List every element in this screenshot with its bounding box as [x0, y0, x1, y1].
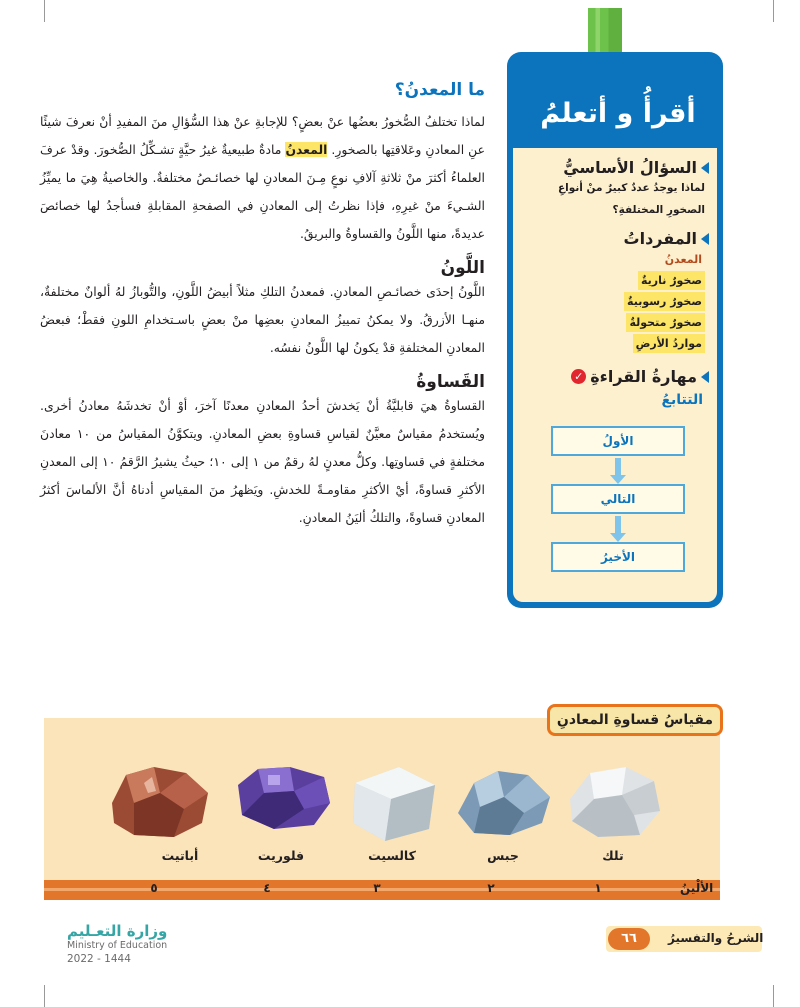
vocab-item: مواردُ الأرضِ — [633, 334, 705, 353]
sequence-chart — [521, 418, 709, 578]
vocab-item: صخورٌ رسوبيةٌ — [624, 292, 705, 311]
main-content — [40, 80, 485, 532]
mineral-paragraph-intro: لماذا تختلفُ الصُّخورُ بعضُها عنْ بعضٍ؟ للإجابةِ عنْ هذا السُّؤالِ منَ المفيدِ أنْ نعرفَ شيئًا عنِ المعادنِ وعَلاقتِها بالصخورِ. — [40, 114, 485, 157]
mineral-label-talc: تلك — [602, 848, 624, 863]
sequence-next: التالي — [551, 484, 685, 514]
color-paragraph: اللَّونُ إحدَى خصائـصِ المعادنِ. فمعدنُ التلكِ مثلاً أبيضُ اللَّونِ، والتُّوبازُ لهُ ألوانٌ مختلفةٌ، منهـا الأزرقُ. ولا يمكنُ تمييزُ المعادنِ بعضِها منْ بعضٍ باسـتخدامِ اللونِ فقطْ؛ فبعضُ المعادنِ المختلفةِ قدْ يكونُ لها اللَّونُ نفسُه. — [40, 284, 485, 355]
apatite-icon — [104, 763, 214, 841]
mineral-paragraph — [40, 108, 485, 248]
hardness-scale-panel — [44, 718, 720, 880]
essential-question: لماذا يوجدُ عددٌ كبيرٌ منْ أنواعِ الصخورِ المختلفةِ؟ — [557, 182, 705, 216]
reading-skill: التتابعُ — [661, 392, 703, 408]
calcite-icon — [349, 763, 439, 843]
hardness-number-1: ١ — [594, 881, 602, 895]
ministry-name-english: Ministry of Education — [67, 940, 168, 951]
sequence-first: الأولُ — [551, 426, 685, 456]
essential-question-heading-text: السؤالُ الأساسيُّ — [563, 158, 697, 177]
mineral-label-calcite: كالسيت — [368, 848, 416, 863]
hardness-number-5: ٥ — [150, 881, 158, 895]
reading-skill-heading — [521, 367, 709, 386]
crop-mark — [44, 985, 45, 1007]
edition-year: 2022 - 1444 — [67, 953, 131, 965]
checkmark-icon: ✓ — [571, 369, 586, 384]
footer-section-label: الشرحُ والتفسيرُ — [668, 931, 764, 945]
vocabulary-list — [521, 250, 709, 353]
hardness-number-4: ٤ — [263, 881, 271, 895]
sidebar-header — [513, 58, 717, 146]
vocab-item: صخورٌ ناريةٌ — [638, 271, 705, 290]
crop-mark — [44, 0, 45, 22]
vocab-item: المعدنُ — [664, 253, 702, 266]
hardness-number-2: ٢ — [487, 881, 495, 895]
mineral-label-fluorite: فلوريت — [257, 848, 305, 863]
sidebar-title: أقرأُ و أتعلمُ — [540, 98, 696, 129]
hardness-paragraph: القساوةُ هيَ قابليَّةُ أنْ يَخدشَ أحدُ المعادنِ معدنًا آخرَ، أوْ أنْ تخدشَهُ معادنُ أخرى. ويُستخدمُ مقياسٌ معيَّنٌ لقياسِ قساوةِ بعضِ المعادنِ. ويتكوَّنُ المقياسُ من ١٠ معادنَ مختلفةٍ في قساوتِها. وكلُّ معدنٍ لهُ رقمٌ من ١ إلى ١٠؛ حيثُ يشيرُ الرَّقمُ ١٠ إلى المعدنِ الأكثرِ قساوةً، أيْ الأكثرِ مقاومـةً للخدشِ. ويَظهرُ منَ المقياسِ أدناهُ أنَّ الألماسَ أكثرُ المعادنِ قساوةً، والتلكُ أليَنُ المعادنِ. — [40, 398, 485, 525]
section-heading-mineral: ما المعدنُ؟ — [394, 80, 485, 100]
vocab-item: صخورٌ متحولةٌ — [626, 313, 705, 332]
essential-question-heading — [521, 158, 709, 177]
section-heading-color: اللَّونُ — [440, 258, 485, 278]
sequence-last: الأخيرُ — [551, 542, 685, 572]
reading-skill-heading-text: مهارةُ القراءةِ — [590, 367, 697, 386]
mineral-label-apatite: أباتيت — [161, 848, 199, 863]
down-arrow-icon — [615, 458, 621, 476]
down-arrow-icon — [615, 516, 621, 534]
ministry-name-arabic: وزارة التعـليم — [67, 922, 168, 940]
sidebar-body — [513, 148, 717, 602]
section-heading-hardness: القَساوةُ — [416, 372, 485, 392]
crop-mark — [773, 0, 774, 22]
ministry-logo — [67, 922, 177, 965]
talc-icon — [564, 763, 664, 841]
hardness-number-3: ٣ — [373, 881, 381, 895]
vocabulary-heading — [521, 229, 709, 248]
crop-mark — [773, 985, 774, 1007]
read-and-learn-sidebar — [507, 52, 723, 608]
term-mineral: المعدنُ — [285, 142, 328, 157]
page-number: ٦٦ — [606, 926, 652, 952]
hardness-scale-title: مقياسُ قساوةِ المعادنِ — [547, 704, 723, 736]
softest-label: الألْينُ — [680, 881, 714, 895]
mineral-paragraph-definition: مادةٌ طبيعيةٌ غيرُ حيَّةٍ تشـكِّلُ الصُّخورَ. وقدْ عرفَ العلماءُ أكثرَ منْ ثلاثةِ آلافِ نوعٍ مِـنَ المعادنِ لها خصائـصُ مختلفةٌ. والخاصيةُ هِيَ ما يميِّزُ الشـيءَ منْ غيرِهِ، فإذا نظرتُ إلى المعادنِ في الصفحةِ المقابلةِ فسأجدُ لها خصائصَ عديدةً، منها اللَّونُ والقساوةُ والبريقُ. — [40, 142, 485, 241]
mineral-photos — [44, 763, 720, 843]
arrow-icon — [701, 162, 709, 174]
arrow-icon — [701, 371, 709, 383]
mineral-label-gypsum: جبس — [487, 848, 519, 863]
fluorite-icon — [234, 763, 334, 833]
gypsum-icon — [454, 763, 554, 838]
arrow-icon — [701, 233, 709, 245]
vocabulary-heading-text: المفرداتُ — [623, 229, 697, 248]
